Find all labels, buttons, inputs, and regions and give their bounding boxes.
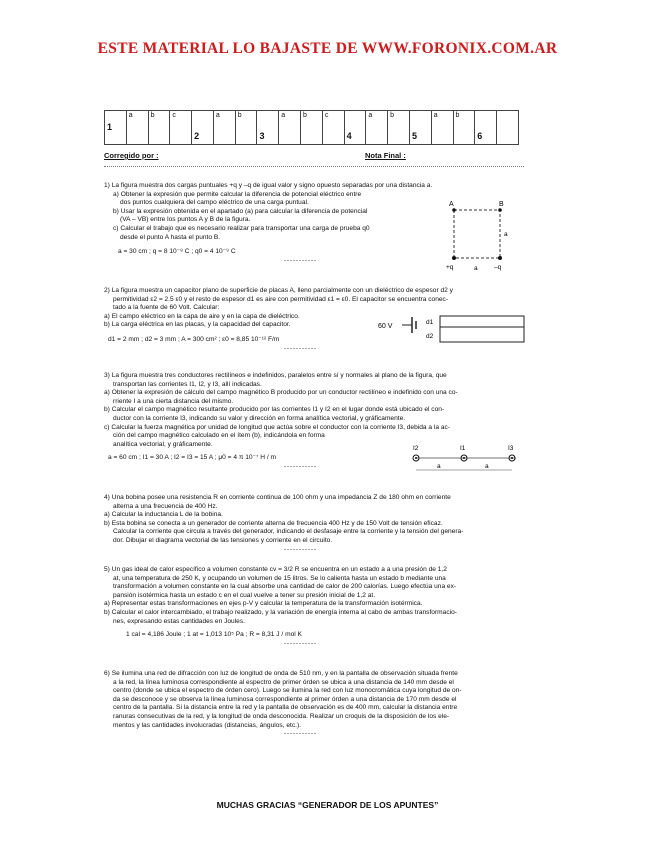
label-a-left: a (437, 463, 441, 470)
label-plus-q: +q (446, 264, 454, 271)
header-divider (104, 166, 524, 167)
question-text: alterna a una frecuencia de 400 Hz. (113, 502, 218, 510)
capacitor-plates (440, 316, 524, 342)
final-grade-label: Nota Final : (365, 151, 406, 160)
question-text: at, una temperatura de 250 K, y ocupando un volumen de 15 litros. Se lo calienta hasta un estado b mediante una (113, 574, 446, 582)
question-text: nes, expresando estas cantidades en Joules. (113, 617, 245, 625)
question-text: c) Calcular el trabajo que es necesario realizar para transportar una carga de prueba q0 (113, 224, 370, 232)
label-i2: I2 (413, 445, 419, 452)
answer-cell-label: a (433, 112, 438, 119)
question-text: ción del campo magnético calculado en el ítem (b), indicándola en forma (113, 432, 325, 440)
question-text: b) Usar la expresión obtenida en el apartado (a) para calcular la diferencia de potencial (113, 207, 368, 215)
answer-cell (366, 111, 388, 145)
voltage-label: 60 V (378, 323, 393, 330)
question-text: a la red, la línea luminosa correspondiente al espectro de primer órden se ubica a una distancia de 140 mm desde el (113, 678, 454, 686)
question-text: a) El campo eléctrico en la capa de aire y en la capa de dieléctrico. (104, 312, 300, 320)
charge-plus (452, 256, 456, 260)
answer-cell-number: 1 (107, 122, 113, 132)
question-text: dor. Dibujar el diagrama vectorial de las tensiones y corriente en el circuito. (113, 536, 333, 544)
separator: ----------- (284, 463, 317, 470)
question-text: desde el punto A hasta el punto B. (120, 233, 221, 241)
question-text: a) Obtener la expresión que permite calcular la diferencia de potencial eléctrico entre (113, 190, 362, 198)
question-text: da se desconoce y se observa la línea luminosa correspondiente al primer órden a una distancia de 170 mm desde el (113, 695, 457, 703)
answer-cell (279, 111, 301, 145)
answer-cell-label: 2 (194, 131, 200, 141)
question-text: tado a la fuente de 60 Volt. Calcular: (113, 304, 220, 312)
question-text: 3) La figura muestra tres conductores rectilíneos e indefinidos, paralelos entre sí y normales al plano de la figura, que (104, 372, 447, 379)
answer-cell-label: a (128, 112, 133, 119)
point-a (452, 208, 456, 212)
question-text: mentos y las cantidades involucradas (distancias, ángulos, etc.). (113, 721, 302, 729)
answer-cell-label: 6 (477, 131, 483, 141)
question-text: c) Calcular la fuerza magnética por unidad de longitud que actúa sobre el conductor con la corriente I3, debida a la ac- (104, 423, 451, 431)
question-text: a) Calcular la inductancia L de la bobina. (104, 511, 223, 519)
answer-cell-label: b (150, 112, 155, 119)
separator: ----------- (284, 546, 317, 553)
d2-label: d2 (426, 333, 434, 340)
question-text: a) Representar estas transformaciones en ejes p-V y calcular la temperatura de la transformación isotérmica. (104, 600, 423, 608)
square-outline (454, 210, 500, 258)
question-text: (VA – VB) entre los puntos A y B de la figura. (120, 216, 251, 224)
question-text: 1) La figura muestra dos cargas puntuales +q y –q de igual valor y signo opuesto separadas por una distancia a. (104, 182, 433, 189)
answer-cell (431, 111, 453, 145)
answer-cell (105, 111, 127, 145)
question-6 (104, 670, 532, 739)
question-5 (104, 566, 532, 648)
answer-cell (497, 111, 519, 145)
label-minus-q: –q (494, 264, 502, 271)
answer-cell (409, 111, 431, 145)
label-bottom-a: a (474, 265, 478, 272)
charges-square-figure (436, 196, 526, 276)
answer-cell-label: a (281, 112, 286, 119)
question-data: a = 30 cm ; q = 8 10⁻⁸ C ; q0 = 4 10⁻⁹ C (118, 248, 236, 256)
answer-cell-label: c (172, 112, 176, 119)
question-text: dos puntos cualquiera del campo eléctrico de una carga puntual. (120, 199, 309, 207)
answer-cell (235, 111, 257, 145)
conductors-figure (408, 442, 526, 478)
dielectric-layer (440, 327, 524, 342)
question-text: analítica vectorial, y gráficamente. (113, 440, 213, 448)
question-text: b) La carga eléctrica en las placas, y la capacidad del capacitor. (104, 321, 291, 329)
question-text: Calcular la corriente que circula a través del generador, indicando el desfasaje entre la corriente y la tensión del genera- (113, 528, 464, 536)
answer-cell (322, 111, 344, 145)
question-text: 5) Un gas ideal de calor específico a volumen constante cv = 3/2 R se encuentra en un estado a a una presión de 1,2 (104, 566, 447, 573)
answer-cell (170, 111, 192, 145)
separator: ----------- (284, 731, 317, 738)
answer-cell (301, 111, 323, 145)
charge-minus (498, 256, 502, 260)
question-text: rriente I a una cierta distancia del mismo. (113, 397, 234, 405)
label-i3: I3 (508, 445, 514, 452)
answer-cell (388, 111, 410, 145)
source-banner: ESTE MATERIAL LO BAJASTE DE WWW.FORONIX.COM.AR (97, 40, 558, 57)
question-text: centro (donde se ubica el espectro de órden cero). Luego se ilumina la red con luz monocromática cuya longitud de on- (113, 687, 462, 695)
separator: ----------- (284, 257, 317, 264)
answer-cell-label: a (368, 112, 373, 119)
question-text: b) Calcular el calor intercambiado, el trabajo realizado, y la variación de energía interna al cabo de ambas transformacio- (104, 608, 457, 616)
question-text: transformación a volumen constante en la cual absorbe una cantidad de calor de 200 calorías. Luego efectúa una ex- (113, 583, 457, 591)
question-text: pansión isotérmica hasta un estado c en el cual vuelve a tener su presión inicial de 1,2 at. (113, 591, 376, 599)
answer-cell-label: c (324, 112, 329, 119)
question-text: ductor con la corriente I3, indicando su valor y dirección en forma analítica vectorial, y gráficamente. (113, 414, 406, 422)
question-text: permitividad ε2 = 2.5 ε0 y el resto de espesor d1 es aire con permitividad ε1 = ε0. El capacitor se encuentra conec- (113, 295, 449, 303)
label-b: B (499, 201, 504, 208)
label-i1: I1 (460, 445, 466, 452)
question-text: a) Obtener la expresión de cálculo del campo magnético B producido por un conductor rectilíneo e indefinido con una co- (104, 389, 458, 397)
question-text: b) Calcular el campo magnético resultante producido por las corrientes I1 y I2 en el lugar donde está ubicado el con- (104, 406, 445, 414)
label-side-a: a (504, 231, 508, 238)
question-text: 6) Se ilumina una red de difracción con luz de longitud de onda de 510 nm, y en la pantalla de observación situada frente (104, 670, 458, 677)
answer-cell (192, 111, 214, 145)
d1-label: d1 (426, 319, 434, 326)
answer-cell (453, 111, 475, 145)
label-a-right: a (485, 463, 489, 470)
question-4 (104, 494, 532, 554)
answer-cell (344, 111, 366, 145)
question-text: centro de la pantalla. Si la distancia entre la red y la pantalla de observación es de 400 mm, calcular la distancia entre (113, 704, 458, 712)
label-a: A (449, 201, 454, 208)
capacitor-figure (378, 313, 528, 349)
answer-cell-label: a (215, 112, 220, 119)
answer-cell (148, 111, 170, 145)
corrected-by-label: Corregido por : (104, 151, 159, 160)
answer-cell-label: 4 (346, 131, 352, 141)
question-text: 2) La figura muestra un capacitor plano de superficie de placas A, lleno parcialmente con un dieléctrico de espesor d2 y (104, 287, 453, 294)
question-text: ranuras consecutivas de la red, y la longitud de onda desconocida. Realizar un croquis de la disposición de los ele- (113, 712, 450, 720)
answer-cell-label: b (303, 112, 307, 119)
question-data: d1 = 2 mm ; d2 = 3 mm ; A = 300 cm² ; ε0 = 8,85 10⁻¹² F/m (108, 335, 280, 343)
separator: ----------- (284, 640, 317, 647)
answer-cell-label: b (237, 112, 242, 119)
answer-cell-label: b (390, 112, 395, 119)
answer-cell (126, 111, 148, 145)
question-data: 1 cal = 4,186 Joule ; 1 at = 1,013 10⁵ Pa ; R = 8,31 J / mol K (126, 631, 302, 639)
question-text: transportan las corrientes I1, I2, y I3, allí indicadas. (113, 380, 262, 388)
answer-cell (475, 111, 497, 145)
answer-cell (257, 111, 279, 145)
question-data: a = 60 cm ; I1 = 30 A ; I2 = I3 = 15 A ; μ0 = 4 π 10⁻⁷ H / m (108, 454, 276, 462)
answer-cell-label: b (455, 112, 460, 119)
answer-grid (104, 110, 519, 145)
answer-cell (213, 111, 235, 145)
answer-cell-label: 3 (259, 131, 265, 141)
separator: ----------- (284, 345, 317, 352)
footer-note: MUCHAS GRACIAS “GENERADOR DE LOS APUNTES” (216, 800, 439, 810)
question-text: b) Esta bobina se conecta a un generador de corriente alterna de frecuencia 400 Hz y de 150 Volt de tensión eficaz. (104, 519, 443, 527)
answer-cell-label: 5 (411, 131, 417, 141)
point-b (498, 208, 502, 212)
question-text: 4) Una bobina posee una resistencia R en corriente continua de 100 ohm y una impedancia Z de 180 ohm en corriente (104, 494, 451, 501)
